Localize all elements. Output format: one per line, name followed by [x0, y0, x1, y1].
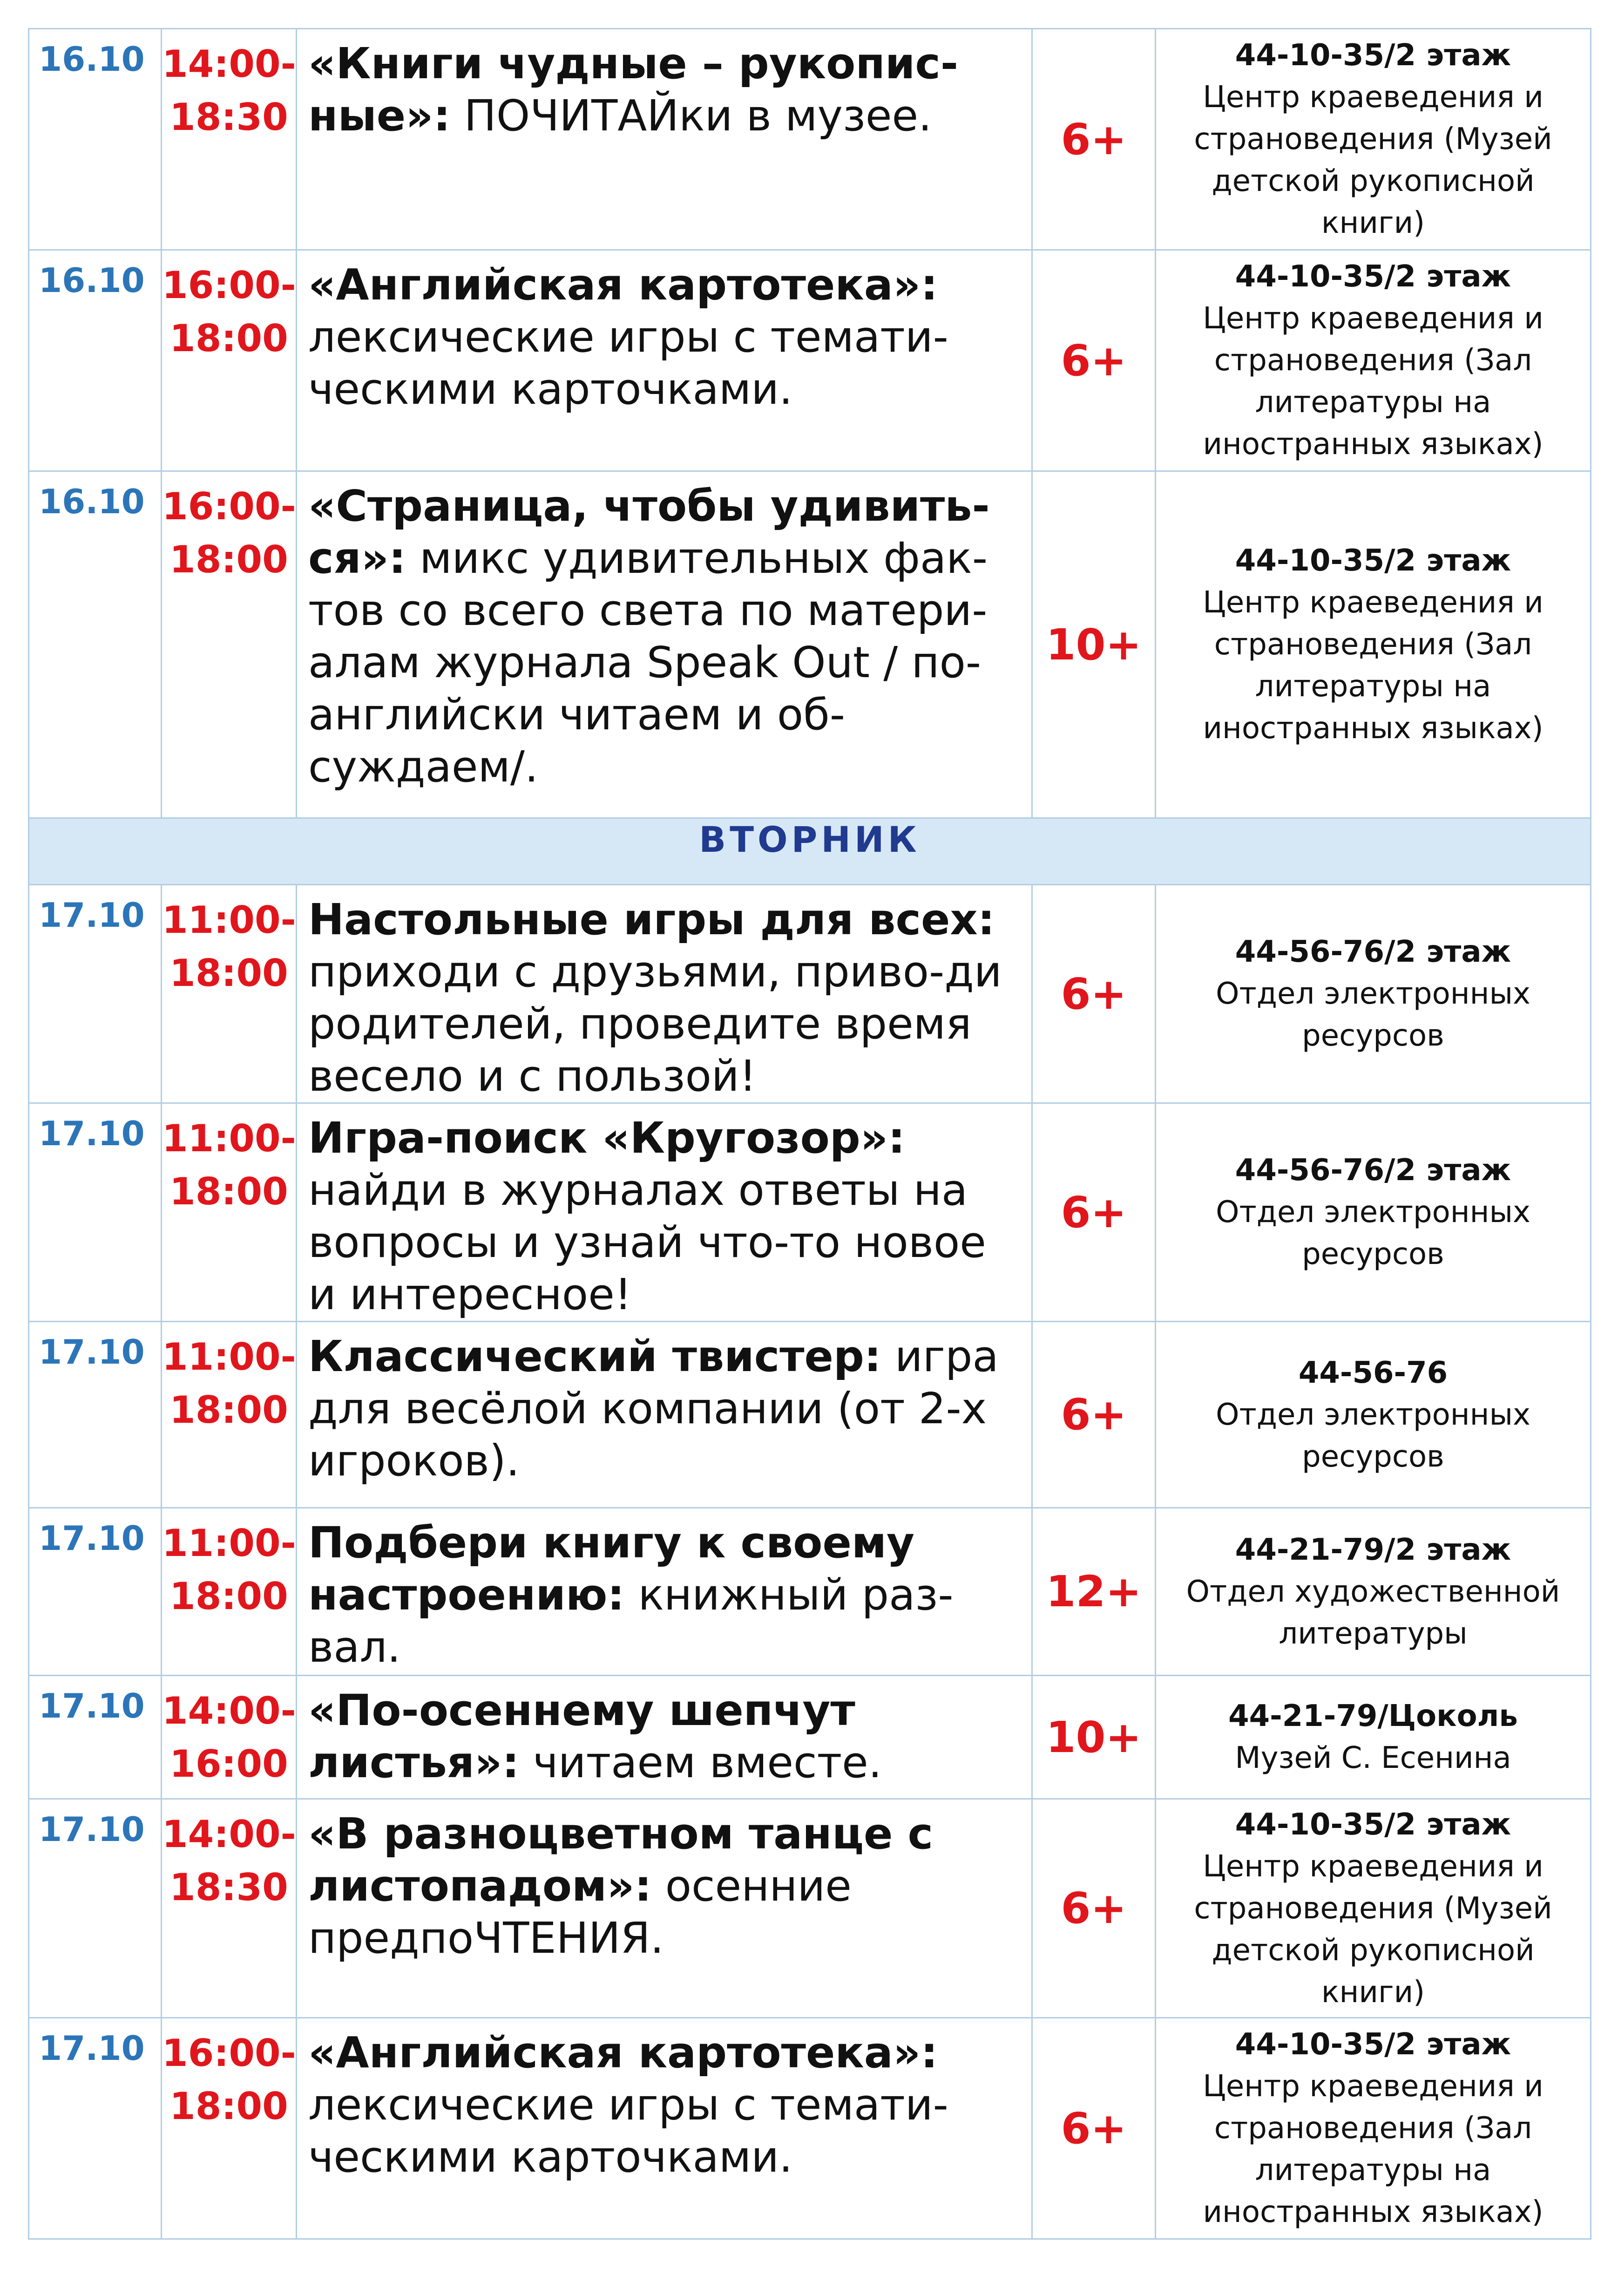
event-title: «По-осеннему шепчут листья»:	[308, 1685, 855, 1787]
event-description	[297, 2018, 1032, 2239]
event-location	[1156, 29, 1591, 250]
event-text: читаем вместе.	[519, 1738, 882, 1787]
event-date: 16.10	[29, 29, 162, 250]
schedule-table	[28, 28, 1591, 2240]
event-date: 17.10	[29, 1103, 162, 1322]
day-header-row	[29, 818, 1591, 885]
event-text: ПОЧИТАЙки в музее.	[450, 91, 932, 141]
event-location	[1156, 1322, 1591, 1508]
age-rating: 6+	[1032, 885, 1156, 1103]
event-text: игра для весёлой компании (от 2-х игроков).	[308, 1331, 999, 1486]
age-rating: 6+	[1032, 1322, 1156, 1508]
event-location	[1156, 2018, 1591, 2239]
event-time: 16:00- 18:00	[162, 2018, 297, 2239]
event-time: 11:00- 18:00	[162, 885, 297, 1103]
location-department: Отдел электронных ресурсов	[1216, 1397, 1530, 1474]
event-location	[1156, 250, 1591, 471]
age-rating: 6+	[1032, 29, 1156, 250]
event-row	[29, 1322, 1591, 1508]
event-time: 14:00- 16:00	[162, 1676, 297, 1799]
event-description	[297, 1676, 1032, 1799]
event-description	[297, 471, 1032, 818]
event-location	[1156, 885, 1591, 1103]
age-rating: 6+	[1032, 1799, 1156, 2018]
location-phone: 44-56-76	[1298, 1355, 1448, 1390]
event-row	[29, 2018, 1591, 2239]
event-row	[29, 1676, 1591, 1799]
event-description	[297, 29, 1032, 250]
event-time: 14:00- 18:30	[162, 1799, 297, 2018]
event-time: 11:00- 18:00	[162, 1322, 297, 1508]
location-phone: 44-21-79/2 этаж	[1235, 1532, 1511, 1567]
event-text: приходи с друзьями, приво-ди родителей, проведите время весело и с пользой!	[308, 947, 1002, 1101]
event-title: «Страница, чтобы удивить-ся»:	[308, 481, 990, 583]
event-text: лексические игры с темати-ческими карточками.	[308, 2080, 948, 2182]
event-description	[297, 1508, 1032, 1676]
event-description	[297, 1799, 1032, 2018]
event-time: 14:00- 18:30	[162, 29, 297, 250]
age-rating: 6+	[1032, 2018, 1156, 2239]
event-row	[29, 250, 1591, 471]
day-header: ВТОРНИК	[699, 819, 921, 860]
event-time: 16:00- 18:00	[162, 250, 297, 471]
event-time: 11:00- 18:00	[162, 1508, 297, 1676]
event-text: найди в журналах ответы на вопросы и узнай что-то новое и интересное!	[308, 1165, 986, 1319]
event-title: «Английская картотека»:	[308, 2028, 938, 2078]
event-location	[1156, 1508, 1591, 1676]
location-department: Центр краеведения и страноведения (Музей детской рукописной книги)	[1194, 1849, 1552, 2010]
event-row	[29, 29, 1591, 250]
location-department: Отдел художественной литературы	[1186, 1574, 1560, 1651]
event-date: 16.10	[29, 471, 162, 818]
location-department: Отдел электронных ресурсов	[1216, 1195, 1530, 1271]
event-text: микс удивительных фак-тов со всего света по матери-алам журнала Speak Out / по-английски читаем и об-суждаем/.	[308, 533, 988, 792]
location-phone: 44-56-76/2 этаж	[1235, 935, 1511, 969]
event-date: 17.10	[29, 885, 162, 1103]
event-date: 17.10	[29, 1676, 162, 1799]
location-phone: 44-21-79/Цоколь	[1228, 1699, 1518, 1733]
event-title: «В разноцветном танце с листопадом»:	[308, 1809, 933, 1911]
location-phone: 44-10-35/2 этаж	[1235, 1807, 1511, 1842]
age-rating: 6+	[1032, 1103, 1156, 1322]
event-location	[1156, 1799, 1591, 2018]
event-title: Классический твистер:	[308, 1331, 881, 1381]
event-row	[29, 885, 1591, 1103]
event-row	[29, 1799, 1591, 2018]
event-description	[297, 885, 1032, 1103]
event-title: «Книги чудные – рукопис-ные»:	[308, 39, 959, 141]
age-rating: 6+	[1032, 250, 1156, 471]
event-date: 17.10	[29, 1799, 162, 2018]
location-department: Центр краеведения и страноведения (Зал литературы на иностранных языках)	[1203, 2069, 1544, 2229]
event-time: 16:00- 18:00	[162, 471, 297, 818]
age-rating: 10+	[1032, 471, 1156, 818]
event-description	[297, 1103, 1032, 1322]
location-department: Музей С. Есенина	[1235, 1741, 1511, 1775]
location-phone: 44-10-35/2 этаж	[1235, 259, 1511, 294]
event-title: Настольные игры для всех:	[308, 895, 995, 944]
event-row	[29, 471, 1591, 818]
event-description	[297, 250, 1032, 471]
location-phone: 44-56-76/2 этаж	[1235, 1153, 1511, 1188]
event-location	[1156, 471, 1591, 818]
event-description	[297, 1322, 1032, 1508]
event-title: Подбери книгу к своему настроению:	[308, 1518, 915, 1620]
event-title: Игра-поиск «Кругозор»:	[308, 1113, 905, 1163]
event-row	[29, 1103, 1591, 1322]
location-department: Центр краеведения и страноведения (Музей детской рукописной книги)	[1194, 80, 1552, 240]
event-date: 17.10	[29, 1508, 162, 1676]
location-department: Центр краеведения и страноведения (Зал литературы на иностранных языках)	[1203, 585, 1544, 746]
event-location	[1156, 1676, 1591, 1799]
event-row	[29, 1508, 1591, 1676]
event-location	[1156, 1103, 1591, 1322]
event-title: «Английская картотека»:	[308, 260, 938, 310]
location-department: Центр краеведения и страноведения (Зал литературы на иностранных языках)	[1203, 301, 1544, 462]
event-date: 17.10	[29, 2018, 162, 2239]
event-text: книжный раз-вал.	[308, 1570, 954, 1672]
location-department: Отдел электронных ресурсов	[1216, 977, 1530, 1053]
location-phone: 44-10-35/2 этаж	[1235, 38, 1511, 73]
event-text: лексические игры с темати-ческими карточками.	[308, 312, 948, 414]
location-phone: 44-10-35/2 этаж	[1235, 543, 1511, 578]
event-date: 17.10	[29, 1322, 162, 1508]
event-date: 16.10	[29, 250, 162, 471]
event-time: 11:00- 18:00	[162, 1103, 297, 1322]
location-phone: 44-10-35/2 этаж	[1235, 2027, 1511, 2062]
event-text: осенние предпоЧТЕНИЯ.	[308, 1861, 852, 1963]
age-rating: 12+	[1032, 1508, 1156, 1676]
age-rating: 10+	[1032, 1676, 1156, 1799]
